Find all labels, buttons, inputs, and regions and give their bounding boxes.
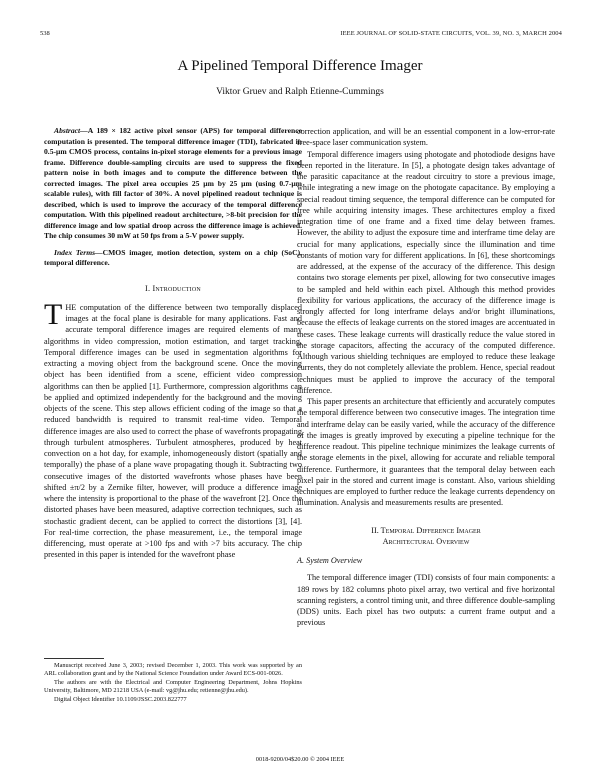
subsection-heading: A. System Overview [297, 556, 363, 565]
index-terms [44, 248, 302, 269]
left-column [44, 126, 302, 561]
section-heading-introduction [44, 283, 302, 294]
section-heading-line2: Architectural Overview [382, 536, 470, 546]
paragraph-continued: correction application, and will be an essential component in a low-error-rate free-space laser communication system. [297, 127, 555, 148]
abstract [44, 126, 302, 242]
section-heading-line1: II. Temporal Difference Imager [371, 525, 481, 535]
intro-paragraph [44, 297, 302, 561]
abstract-text: A 189 × 182 active pixel sensor (APS) for temporal difference computation is presented. The temporal difference imager (TDI), fabricated in 0.5-μm CMOS process, contains in-pixel storage elements for a previous image frame. Difference double-sampling circuits are used to suppress the fixed pattern noise in both images and to compute the difference between the corrected images. The pixel area occupies 25 μm by 25 μm (using 0.7-μm scalable rules), with fill factor of 30%. A novel pipelined readout technique is described, which is used to improve the accuracy of the temporal difference computation. With this pipelined readout architecture, >8-bit precision for the difference image and low spatial droop across the difference image is achieved. The chip consumes 30 mW at 50 fps from a 5-V power supply. [44, 126, 302, 240]
copyright-line: 0018-9200/04$20.00 © 2004 IEEE [255, 756, 345, 763]
intro-text: HE computation of the difference between two temporally displaced images at the focal plane is desirable for many applications. Fast and accurate temporal difference images are required elements of many algorithms in video compression, motion estimation, and target tracking. Temporal difference images can be used in segmentation algorithms for extracting a moving object from the background scene. Once the moving object has been identified from a scene, efficient video compression algorithms can then be applied [1]. Furthermore, compression algorithms can be applied and optimized independently for the background and the moving objects of the scene. This step allows efficient coding of the image so that a reduced bandwidth is required to transmit real-time video. Temporal difference images are also used to correct the phase of wavefronts propagating through turbulent atmospheres. Turbulent atmospheres, produced by heat convection on a hot day, for example, inhomogeneously distort (spatially and temporally) the phase of a plane wave propagating though it. Subtracting two consecutive images of the distorted wavefronts whose phases have been shifted ±π/2 by a Zernike filter, however, will produce a difference image where the intensity is proportional to the phase of the wavefront [2]. Once the distorted phases have been measured, adaptive correction techniques, such as stochastic gradient decent, can be applied to correct the distortions [3], [4]. For real-time correction, the phase measurement, i.e., the temporal image differencing, must operate at >100 fps and with >7 bits accuracy. The chip presented in this paper is intended for the wavefront phase [44, 302, 302, 560]
footnote-manuscript: Manuscript received June 3, 2003; revised December 1, 2003. This work was supported by an ARL collaboration grant and by the National Science Foundation under Award ECS-001-0026. [44, 662, 302, 678]
index-terms-text: CMOS imager, motion detection, system on a chip (SoC), temporal difference. [44, 247, 303, 267]
paragraph: The temporal difference imager (TDI) consists of four main components: a 189 rows by 182 columns photo pixel array, two vertical and five horizontal scanning registers, a control timing unit, and three difference double-sampling (DDS) units. Each pixel has two outputs: a current frame output and a previous [297, 573, 555, 628]
abstract-label: Abstract— [54, 126, 88, 135]
section-title: Introduction [152, 283, 201, 293]
footnote-rule [44, 658, 104, 659]
paragraph: Temporal difference imagers using photogate and photodiode designs have been reported in the literature. In [5], a photogate design takes advantage of the parasitic capacitance at the readout circuitry to store a previous image, while integrating a new image on the photogate capacitance. By employing a special readout timing sequence, the temporal difference can be computed for free while acquiring intensity images. These architectures employ a fixed integration time of one frame and a fixed time delay between frames. However, the ability to adjust the exposure time and interframe time delay are crucial for many applications, especially since the illumination and time constants of motion vary for different applications. In [6], these shortcomings are addressed, at the expense of the accuracy of the difference. This design contains two storage elements per pixel, allowing for two consecutive images to be sampled and held within each pixel. Although this method provides flexibility for various applications, the accuracy of the difference image is strongly affected for long interframe delays and/or bright illuminations, because the effects of leakage currents on the stored images are accentuated in these cases. These leakage currents will drastically reduce the value stored in the storage capacitors, affecting the accuracy of the computed difference. Although various shielding techniques are employed to reduce these leakage currents, they do not completely alleviate the problem. Hence, special readout techniques must be applied to improve the accuracy of the temporal difference. [297, 149, 555, 395]
page-number: 538 [40, 30, 50, 37]
footnote-doi: Digital Object Identifier 10.1109/JSSC.2003.822777 [54, 695, 187, 703]
right-column [297, 126, 555, 629]
paper-title: A Pipelined Temporal Difference Imager [177, 58, 423, 74]
section-number: I. [145, 283, 153, 293]
running-header: IEEE JOURNAL OF SOLID-STATE CIRCUITS, VOL. 39, NO. 3, MARCH 2004 [340, 30, 562, 37]
drop-cap: T [44, 297, 63, 331]
paragraph: This paper presents an architecture that efficiently and accurately computes the temporal difference between two consecutive images. The integration time and interframe delay can be easily varied, while the accuracy of the difference of the images is greatly improved by executing a pipeline technique for the difference readout. This pipeline technique minimizes the leakage currents of the storage elements in the pixel, allowing for accurate and reliable temporal difference. Furthermore, it guarantees that the temporal delay between each pixel pair in the stored and current image is constant. Also, various shielding techniques are employed to further reduce the leakage currents dependency on illumination. Analysis and measurements results are presented. [297, 397, 555, 508]
footnotes [44, 662, 302, 704]
footnote-affiliation: The authors are with the Electrical and Computer Engineering Department, Johns Hopkins University, Baltimore, MD 21218 USA (e-mail: vg@jhu.edu; retienne@jhu.edu). [44, 678, 302, 695]
paper-authors: Viktor Gruev and Ralph Etienne-Cummings [216, 87, 384, 97]
index-terms-label: Index Terms— [54, 247, 103, 257]
